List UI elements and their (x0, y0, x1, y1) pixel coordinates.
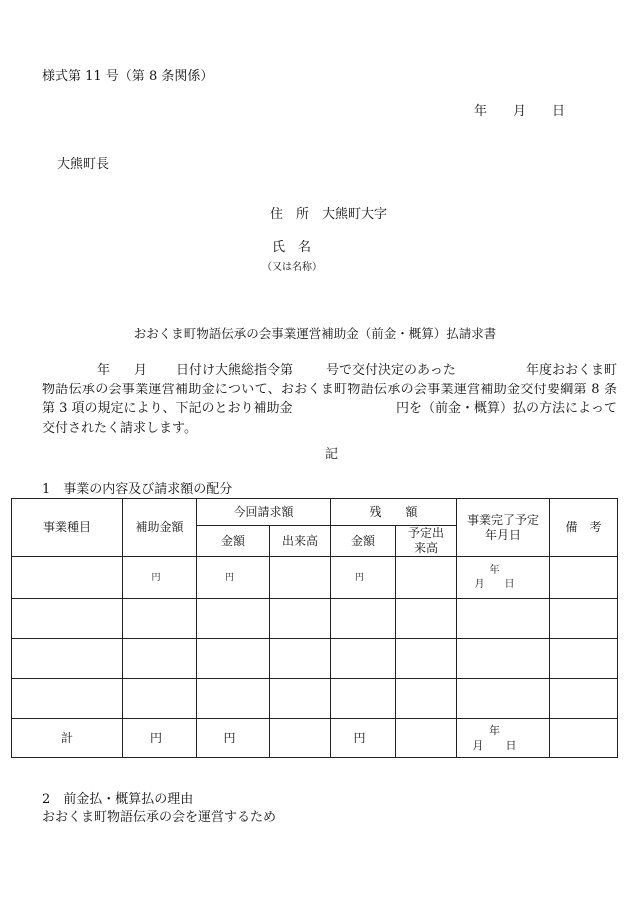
date-year: 年 (489, 724, 501, 737)
cell-subsidy (123, 557, 197, 599)
total-row (12, 719, 618, 758)
cell-remaining-amount (331, 599, 396, 639)
total-label: 計 (12, 719, 123, 758)
request-allocation-table (11, 498, 618, 758)
section2-text: おおくま町物語伝承の会を運営するため (42, 810, 277, 825)
header-current-amount: 金額 (197, 526, 270, 557)
cell-subsidy (123, 639, 197, 679)
cell-remaining-amount (331, 679, 396, 719)
cell-remarks (550, 639, 618, 679)
section2-heading: 2 前金払・概算払の理由 (42, 792, 194, 807)
yen-unit: 円 (353, 730, 366, 745)
cell-completion-date (457, 639, 550, 679)
cell-item (12, 639, 123, 679)
header-remaining: 残 額 (331, 499, 457, 526)
date-month-day: 月 日 (472, 739, 517, 752)
cell-item (12, 679, 123, 719)
header-current-progress: 出来高 (270, 526, 331, 557)
cell-remaining-progress (396, 639, 457, 679)
cell-remaining-progress (396, 599, 457, 639)
table-row (12, 639, 618, 679)
cell-remarks (550, 599, 618, 639)
header-current-request: 今回請求額 (197, 499, 331, 526)
total-remaining-progress (396, 719, 457, 758)
yen-unit: 円 (223, 730, 236, 745)
form-number: 様式第 11 号（第 8 条関係） (42, 69, 214, 84)
cell-current-progress (270, 557, 331, 599)
total-current-progress (270, 719, 331, 758)
date-year: 年 (489, 564, 500, 576)
header-remarks: 備 考 (550, 499, 618, 557)
cell-completion-date (457, 679, 550, 719)
total-remaining-amount (331, 719, 396, 758)
name-label: 氏 名 (272, 240, 312, 255)
table-row (12, 679, 618, 719)
cell-completion-date (457, 599, 550, 639)
body-line-2: 物語伝承の会事業運営補助金について、おおくま町物語伝承の会事業運営補助金交付要綱第 8 条 (42, 383, 617, 397)
cell-remaining-amount (331, 639, 396, 679)
date-month-day: 月 日 (474, 578, 515, 590)
cell-current-amount (197, 599, 270, 639)
address-value: 大熊町大字 (322, 207, 388, 222)
total-remarks (550, 719, 618, 758)
document-title: おおくま町物語伝承の会事業運営補助金（前金・概算）払請求書 (133, 326, 497, 341)
cell-subsidy (123, 679, 197, 719)
cell-remarks (550, 557, 618, 599)
cell-remaining-amount (331, 557, 396, 599)
cell-current-progress (270, 639, 331, 679)
line3-fragment-regulation: 第 3 項の規定により、下記のとおり補助金 (42, 401, 293, 416)
line3-fragment-payment: 円を（前金・概算）払の方法によって (395, 401, 617, 416)
header-remaining-progress: 予定出来高 (408, 526, 445, 555)
address-gap (309, 207, 322, 222)
yen-unit: 円 (149, 730, 162, 745)
header-completion-date: 事業完了予定年月日 (467, 512, 540, 542)
yen-unit: 円 (355, 573, 365, 583)
header-row-1 (12, 499, 618, 526)
cell-remaining-progress (396, 679, 457, 719)
line1-fragment-directive: 日付け大熊総指令第 (176, 363, 294, 378)
line1-fragment-fiscal-year: 年度おおくま町 (525, 363, 617, 378)
applicant-address (270, 208, 387, 222)
addressee: 大熊町長 (57, 157, 110, 172)
address-label: 住 所 (270, 207, 310, 222)
yen-unit: 円 (151, 573, 161, 583)
cell-current-amount (197, 557, 270, 599)
table-row (12, 599, 618, 639)
header-completion-date-cell (457, 499, 550, 557)
total-current-amount (197, 719, 270, 758)
body-line-4: 交付されたく請求します。 (42, 421, 197, 436)
date-line: 年 月 日 (474, 104, 566, 119)
cell-completion-date (457, 557, 550, 599)
total-completion-date (457, 719, 550, 758)
header-subsidy: 補助金額 (123, 499, 197, 557)
line1-fragment-month: 月 (134, 363, 148, 378)
total-subsidy (123, 719, 197, 758)
line1-fragment-year: 年 (97, 363, 111, 378)
header-item: 事業種目 (12, 499, 123, 557)
cell-current-progress (270, 679, 331, 719)
cell-remaining-progress (396, 557, 457, 599)
name-note: （又は名称） (262, 262, 322, 273)
section1-heading: 1 事業の内容及び請求額の配分 (42, 482, 233, 497)
cell-current-amount (197, 639, 270, 679)
cell-current-amount (197, 679, 270, 719)
table-row (12, 557, 618, 599)
yen-unit: 円 (224, 573, 234, 583)
cell-item (12, 557, 123, 599)
header-remaining-progress-cell (396, 526, 457, 557)
cell-remarks (550, 679, 618, 719)
cell-current-progress (270, 599, 331, 639)
ki-mark: 記 (325, 447, 339, 462)
header-remaining-amount: 金額 (331, 526, 396, 557)
line1-fragment-decision: 号で交付決定のあった (326, 363, 456, 378)
cell-item (12, 599, 123, 639)
cell-subsidy (123, 599, 197, 639)
